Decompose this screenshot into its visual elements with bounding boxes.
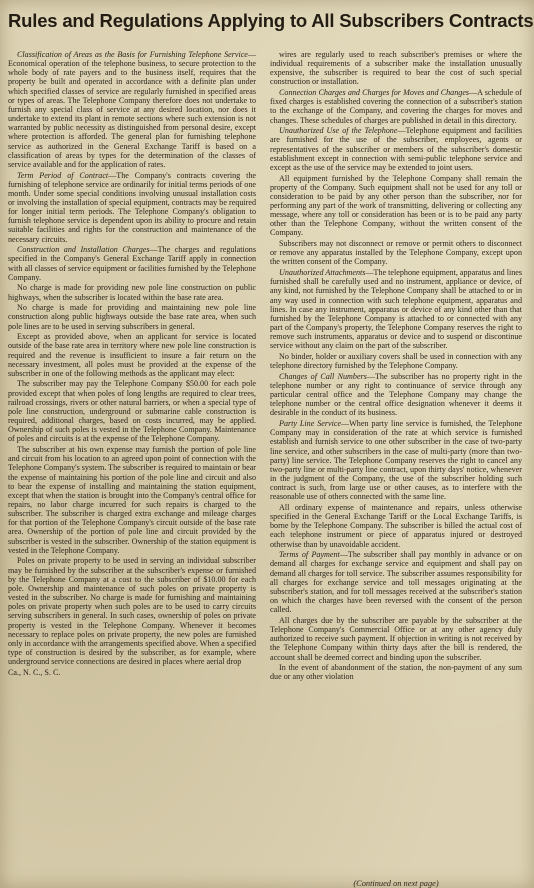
paragraph-heading: Term Period of Contract	[17, 170, 109, 180]
paragraph-text: No binder, holder or auxiliary covers shall be used in connection with any telephone directory furnished by the Telephone Company.	[270, 352, 522, 371]
paragraph-text: All equipment furnished by the Telephone Company shall remain the property of the Company. Such equipment shall not be used for any toll or consideration to be paid by any other person than the subscriber, nor for performing any part of the work of transmitting, delivering or collecting any message, where any toll or consideration has been or is to be paid any party other than the Telephone Company, without the written consent of the Company.	[270, 173, 522, 238]
paragraph-text: The subscriber at his own expense may furnish the portion of pole line and circuit from his location to an agreed upon point of connection with the Telephone Company's system. The subscriber is required to maintain or bear the expense of maintaining his portion of the pole line and circuit and also to bear the expense of installing and maintaining the station equipment, except that when the station is brought into the Company's central office for repairs, no labor charge incurred for such repairs is charged to the subscriber. The subscriber is charged extra exchange and mileage charges for that portion of the Telephone Company's circuit outside of the base rate area. Ownership of the portion of pole line and circuit provided by the subscriber is vested in the subscriber. Ownership of the station equipment is vested in the Telephone Company.	[8, 445, 256, 555]
paragraph-text: In the event of abandonment of the station, the non-payment of any sum due or any other violation	[270, 663, 522, 682]
paragraph	[270, 352, 522, 370]
paragraph-heading: Party Line Service	[279, 419, 342, 429]
paragraph-heading: Unauthorized Attachments	[279, 268, 366, 278]
paragraph	[270, 663, 522, 681]
paragraph-text: —Economical operation of the telephone business, to secure protection to the whole body of rate payers and to the business itself, requires that the property be built and operated in accordance with a definite plan under which specified classes of service are regularly furnished in specified areas or types of areas. The Telephone Company therefore does not undertake to furnish any special class of service at any desired location, nor does it undertake to extend its plant in remote sections where such extension is not warranted by public necessity as distinguished from personal desire, except where protection is afforded. The general plan for furnishing telephone service as authorized in the General Exchange Tariff is based on a classification of areas by types for the determination of the classes of service available and for the application of rates.	[8, 50, 256, 169]
paragraph	[8, 303, 256, 330]
paragraph-text: Except as provided above, when an applicant for service is located outside of the base rate area in territory where new pole line construction is required and the revenue is insufficient to insure a fair return on the necessary investment, all poles must be provided at the expense of the subscriber in one of the following methods as the applicant may elect:	[8, 332, 256, 378]
paragraph	[270, 503, 522, 549]
paragraph-text: —The charges and regulations specified in the Company's General Exchange Tariff apply in connection with all classes of service equipment or facilities furnished by the Telephone Company.	[8, 245, 256, 282]
paragraph	[8, 50, 256, 169]
paragraph-text: Poles on private property to be used in serving an individual subscriber may be furnished by the subscriber at the subscriber's expense or furnished by the Telephone Company at a cost to the subscriber of $10.00 for each pole. Ownership and maintenance of such poles on private property is vested in the subscriber. No charge is made for furnishing and maintaining poles on private property when such poles are to be used to carry circuits serving subscribers in general. In such cases, ownership of poles on private property is vested in the Telephone Company. Whenever it becomes necessary to replace poles on private property, the new poles are furnished only in accordance with the arrangements specified above. When a specified type of construction is desired by the subscriber, as for example, where underground service connections are desired in places where aerial drop	[8, 556, 256, 667]
paragraph-text: —A schedule of fixed charges is established covering the connection of a subscriber's station to the exchange of the Company, and covering the charges for moves and changes. These schedules of charges are published in detail in this directory.	[270, 88, 522, 125]
paragraph-heading: Connection Charges and Charges for Moves and Changes	[279, 88, 470, 98]
paragraph	[270, 372, 522, 418]
paragraph-text: No charge is made for providing new pole line construction on public highways, when the subscriber is located within the base rate area.	[8, 283, 256, 302]
paragraph	[270, 126, 522, 172]
paragraph	[270, 268, 522, 350]
paragraph-text: Subscribers may not disconnect or remove or permit others to disconnect or remove any apparatus installed by the Telephone Company, except upon the written consent of the Company.	[270, 239, 522, 267]
paragraph	[270, 88, 522, 125]
paragraph	[8, 171, 256, 244]
signoff-text: Ca., N. C., S. C.	[8, 667, 61, 677]
paragraph-heading: Terms of Payment	[279, 550, 340, 560]
paragraph	[270, 239, 522, 266]
paragraph	[8, 379, 256, 443]
paragraph-heading: Changes of Call Numbers	[279, 371, 367, 381]
paragraph-text: wires are regularly used to reach subscriber's premises or where the individual requirements of a subscriber make the installation unusually expensive, the subscriber is required to bear the cost of such special construction or installation.	[270, 50, 522, 87]
paragraph-text: —Telephone equipment and facilities are furnished for the use of the subscriber, employees, agents or representatives of the subscriber or members of the subscriber's domestic establishment except in connection with semi-public telephone service and except as the use of the service may be extended to joint users.	[270, 126, 522, 172]
paragraph	[270, 616, 522, 662]
paragraph	[270, 50, 522, 87]
right-text-column	[270, 50, 522, 878]
paragraph-heading: Construction and Installation Charges	[17, 245, 150, 255]
paragraph	[270, 419, 522, 501]
paragraph	[8, 283, 256, 301]
paragraph-text: —The telephone equipment, apparatus and lines furnished shall be carefully used and no instrument, appliance or device, of any kind, not furnished by the Telephone Company shall be attached to or in any way used in connection with such telephone equipment, apparatus and lines. In case any instrument, apparatus or device of any kind other than that furnished by the Telephone Company is attached to or connected with any part of the Company's property, the Telephone Company reserves the right to remove such instruments, apparatus or device and to suspend or discontinue service without any claim on the part of the subscriber.	[270, 268, 522, 351]
paragraph	[8, 556, 256, 666]
paragraph-text: —When party line service is furnished, the Telephone Company may in consideration of the rate at which service is furnished establish and furnish service to one other subscriber in the case of two-party line service, and other subscribers in the case of multi-party (more than two-party) line service. The Telephone Company reserves the right to cancel any two-party line or multi-party line contract, upon thirty days' notice, whenever in the judgment of the Company, the use of the subscriber holding such contract is such, from large use or other causes, as to interfere with the reasonable use of others connected with the same line.	[270, 419, 522, 502]
paragraph	[270, 550, 522, 614]
paragraph-text: No charge is made for providing and maintaining new pole line construction along public highways outside the base rate area, when such pole lines are to be used in serving subscribers in general.	[8, 303, 256, 331]
paragraph	[8, 245, 256, 282]
continued-note: (Continued on next page)	[353, 879, 439, 888]
paragraph-text: —The subscriber shall pay monthly in advance or on demand all charges for exchange service and equipment and shall pay on demand all charges for toll service. The subscriber assumes responsibility for all charges for exchange service and toll messages originating at the subscriber's station, and for toll messages received at the subscriber's station on which the charges have been reversed with the consent of the person called.	[270, 550, 522, 615]
paragraph-heading: Classification of Areas as the Basis for Furnishing Telephone Service	[17, 50, 248, 59]
page-title: Rules and Regulations Applying to All Subscribers Contracts	[8, 10, 534, 31]
paragraph	[270, 174, 522, 238]
paragraph	[8, 332, 256, 378]
paragraph-text: All ordinary expense of maintenance and repairs, unless otherwise specified in the General Exchange Tariff or the Local Exchange Tariffs, is borne by the Telephone Company. The subscriber is billed the actual cost of each telephone instrument or piece of apparatus injured or destroyed otherwise than by unavoidable accident.	[270, 503, 522, 549]
paragraph	[8, 445, 256, 555]
paragraph-text: All charges due by the subscriber are payable by the subscriber at the Telephone Company's Commercial Office or at any other agency duly authorized to receive such payment. If objection in writing is not received by the Telephone Company within thirty days after the bill is rendered, the account shall be deemed correct and binding upon the subscriber.	[270, 615, 522, 662]
paragraph-text: —The Company's contracts covering the furnishing of telephone service are ordinarily for initial terms periods of one month. Under some special conditions involving unusual installation costs or involving the installation of special equipment, contracts may be required for longer initial term periods. The Telephone Company's obligation to furnish telephone service is dependent upon its ability to procure and retain suitable facilities and rights for the construction and maintenance of the necessary circuits.	[8, 170, 256, 244]
paragraph-text: The subscriber may pay the Telephone Company $50.00 for each pole provided except that when poles of long lengths are required to clear trees, railroad crossings, rivers or other natural barriers, or when a special type of pole line construction, underground or submarine cable construction is required, additional charges, based on costs incurred, may be applied. Ownership of such poles is vested in the Telephone Company. Maintenance of poles and circuits is at the expense of the Telephone Company.	[8, 379, 256, 444]
paragraph-text: —The subscriber has no property right in the telephone number or any right to continuance of service through any particular central office and the Telephone Company may change the telephone number or the central office designation whenever it deems it desirable in the conduct of its business.	[270, 371, 522, 418]
left-text-column	[8, 50, 256, 878]
paragraph-heading: Unauthorized Use of the Telephone	[279, 126, 398, 136]
